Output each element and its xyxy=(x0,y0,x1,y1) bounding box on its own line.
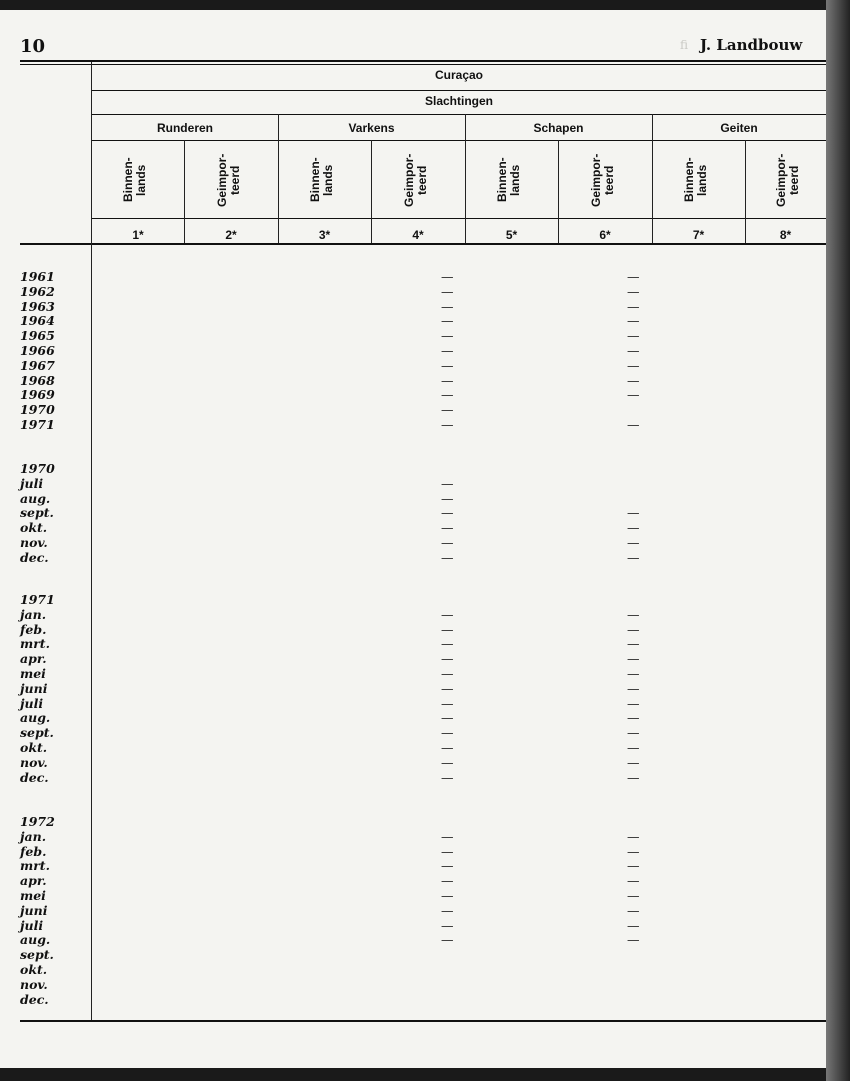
cell-schapen-geimporteerd: — xyxy=(627,636,640,652)
cell-schapen-geimporteerd: — xyxy=(627,887,640,903)
cell-varkens-geimporteerd: — xyxy=(441,902,454,918)
row-label: juli xyxy=(20,917,44,933)
cell-schapen-geimporteerd: — xyxy=(627,342,640,358)
row-label: feb. xyxy=(20,621,47,637)
cell-varkens-geimporteerd: — xyxy=(441,313,454,329)
cell-varkens-geimporteerd: — xyxy=(441,283,454,299)
subheader-8: Geimpor-teerd xyxy=(774,153,801,207)
row-label: apr. xyxy=(20,873,47,889)
page-number: 10 xyxy=(20,36,46,57)
cell-schapen-geimporteerd: — xyxy=(627,621,640,637)
cell-schapen-geimporteerd: — xyxy=(627,710,640,726)
cell-varkens-geimporteerd: — xyxy=(441,858,454,874)
column-number-1: 1* xyxy=(132,228,144,242)
cell-varkens-geimporteerd: — xyxy=(441,372,454,388)
rule-below-header xyxy=(20,243,826,245)
row-label: sept. xyxy=(20,505,54,521)
row-label: 1966 xyxy=(20,342,55,358)
column-number-8: 8* xyxy=(779,228,792,242)
cell-schapen-geimporteerd: — xyxy=(627,372,640,388)
row-label: mrt. xyxy=(20,858,50,874)
cell-schapen-geimporteerd: — xyxy=(627,695,640,711)
group-schapen: Schapen xyxy=(533,121,584,135)
cell-schapen-geimporteerd: — xyxy=(627,269,640,284)
cell-varkens-geimporteerd: — xyxy=(441,342,454,358)
cell-schapen-geimporteerd: — xyxy=(627,902,640,918)
column-number-4: 4* xyxy=(412,228,424,242)
subheader-1: Binnen-lands xyxy=(121,157,148,203)
cell-schapen-geimporteerd: — xyxy=(627,665,640,681)
row-label: jan. xyxy=(20,606,47,622)
cell-varkens-geimporteerd: — xyxy=(441,739,454,755)
row-label: mrt. xyxy=(20,636,50,652)
row-label: aug. xyxy=(20,932,51,948)
cell-schapen-geimporteerd: — xyxy=(627,754,640,770)
row-label: juni xyxy=(20,680,48,696)
group-geiten: Geiten xyxy=(720,121,758,135)
subheader-4: Geimpor-teerd xyxy=(402,153,429,207)
row-label: mei xyxy=(20,665,46,681)
cell-varkens-geimporteerd: — xyxy=(441,387,454,403)
cell-schapen-geimporteerd: — xyxy=(627,873,640,889)
row-label: feb. xyxy=(20,843,47,859)
cell-schapen-geimporteerd: — xyxy=(627,505,640,521)
running-head: J. Landbouw xyxy=(700,36,803,54)
row-label: 1963 xyxy=(20,298,55,314)
subheader-2: Geimpor-teerd xyxy=(215,153,242,207)
block-title: 1972 xyxy=(20,814,55,829)
subheader-6: Geimpor-teerd xyxy=(589,153,616,207)
row-label: juli xyxy=(20,475,44,491)
cell-varkens-geimporteerd: — xyxy=(441,636,454,652)
cell-schapen-geimporteerd: — xyxy=(627,725,640,741)
column-number-6: 6* xyxy=(599,228,611,242)
cell-varkens-geimporteerd: — xyxy=(441,710,454,726)
row-label: juli xyxy=(20,695,44,711)
row-label: sept. xyxy=(20,725,54,741)
cell-schapen-geimporteerd: — xyxy=(627,520,640,536)
cell-schapen-geimporteerd: — xyxy=(627,651,640,667)
cell-varkens-geimporteerd: — xyxy=(441,606,454,622)
column-number-7: 7* xyxy=(692,228,705,242)
cell-varkens-geimporteerd: — xyxy=(441,680,454,696)
cell-varkens-geimporteerd: — xyxy=(441,357,454,373)
cell-varkens-geimporteerd: — xyxy=(441,298,454,314)
rule-under-region xyxy=(92,90,826,91)
cell-schapen-geimporteerd: — xyxy=(627,387,640,403)
cell-schapen-geimporteerd: — xyxy=(627,328,640,344)
top-rule xyxy=(20,60,826,62)
label-column-rule xyxy=(91,62,92,1020)
region-heading: Curaçao xyxy=(434,68,484,82)
top-rule-thin xyxy=(20,64,826,65)
row-label: aug. xyxy=(20,490,51,506)
row-label: 1971 xyxy=(20,416,55,432)
cell-varkens-geimporteerd: — xyxy=(441,505,454,521)
cell-schapen-geimporteerd: — xyxy=(627,357,640,373)
cell-schapen-geimporteerd: — xyxy=(627,843,640,859)
subheader-3: Binnen-lands xyxy=(308,157,335,203)
cell-varkens-geimporteerd: — xyxy=(441,843,454,859)
cell-schapen-geimporteerd: — xyxy=(627,680,640,696)
cell-schapen-geimporteerd: — xyxy=(627,313,640,329)
row-label: dec. xyxy=(20,991,49,1007)
cell-varkens-geimporteerd: — xyxy=(441,475,454,491)
row-label: juni xyxy=(20,902,48,918)
row-label: nov. xyxy=(20,534,48,550)
cell-varkens-geimporteerd: — xyxy=(441,932,454,948)
cell-varkens-geimporteerd: — xyxy=(441,651,454,667)
row-label: mei xyxy=(20,887,46,903)
row-label: 1969 xyxy=(20,387,55,403)
row-label: 1965 xyxy=(20,328,55,344)
cell-varkens-geimporteerd: — xyxy=(441,828,454,844)
cell-schapen-geimporteerd: — xyxy=(627,769,640,785)
row-label: 1964 xyxy=(20,313,55,329)
cell-varkens-geimporteerd: — xyxy=(441,665,454,681)
row-label: nov. xyxy=(20,754,48,770)
cell-schapen-geimporteerd: — xyxy=(627,932,640,948)
group-varkens: Varkens xyxy=(348,121,395,135)
bottom-rule xyxy=(20,1020,826,1022)
cell-schapen-geimporteerd: — xyxy=(627,858,640,874)
cell-schapen-geimporteerd: — xyxy=(627,828,640,844)
row-label: okt. xyxy=(20,961,48,977)
cell-varkens-geimporteerd: — xyxy=(441,873,454,889)
book-spine-shadow xyxy=(826,0,850,1081)
row-label: 1961 xyxy=(20,269,55,284)
cell-schapen-geimporteerd: — xyxy=(627,917,640,933)
cell-schapen-geimporteerd: — xyxy=(627,283,640,299)
cell-varkens-geimporteerd: — xyxy=(441,534,454,550)
rule-under-subtitle xyxy=(92,114,826,115)
rule-above-colnums xyxy=(92,218,826,219)
cell-varkens-geimporteerd: — xyxy=(441,725,454,741)
column-number-2: 2* xyxy=(225,228,237,242)
cell-varkens-geimporteerd: — xyxy=(441,520,454,536)
cell-schapen-geimporteerd: — xyxy=(627,298,640,314)
subheader-7: Binnen-lands xyxy=(682,157,709,203)
row-label: jan. xyxy=(20,828,47,844)
cell-schapen-geimporteerd: — xyxy=(627,739,640,755)
cell-varkens-geimporteerd: — xyxy=(441,769,454,785)
cell-varkens-geimporteerd: — xyxy=(441,887,454,903)
cell-schapen-geimporteerd: — xyxy=(627,416,640,432)
column-number-3: 3* xyxy=(318,228,331,242)
row-label: aug. xyxy=(20,710,51,726)
cell-varkens-geimporteerd: — xyxy=(441,695,454,711)
cell-varkens-geimporteerd: — xyxy=(441,621,454,637)
row-label: 1967 xyxy=(20,357,55,373)
cell-varkens-geimporteerd: — xyxy=(441,269,454,284)
cell-varkens-geimporteerd: — xyxy=(441,490,454,506)
cell-varkens-geimporteerd: — xyxy=(441,328,454,344)
cell-schapen-geimporteerd: — xyxy=(627,549,640,565)
row-label: 1970 xyxy=(20,402,55,418)
cell-varkens-geimporteerd: — xyxy=(441,416,454,432)
row-label: apr. xyxy=(20,651,47,667)
row-label: dec. xyxy=(20,769,49,785)
row-label: nov. xyxy=(20,976,48,992)
table-subtitle: Slachtingen xyxy=(424,94,493,108)
subheader-5: Binnen-lands xyxy=(495,157,522,203)
row-label: okt. xyxy=(20,520,48,536)
block-title: 1971 xyxy=(20,592,55,607)
cell-varkens-geimporteerd: — xyxy=(441,402,454,418)
row-label: 1968 xyxy=(20,372,55,388)
column-number-5: 5* xyxy=(505,228,518,242)
row-label: sept. xyxy=(20,947,54,963)
rule-under-groups xyxy=(92,140,826,141)
cell-varkens-geimporteerd: — xyxy=(441,917,454,933)
cell-varkens-geimporteerd: — xyxy=(441,549,454,565)
cell-schapen-geimporteerd: — xyxy=(627,534,640,550)
block-title: 1970 xyxy=(20,461,55,476)
show-through: ﬁ‍ xyxy=(680,38,689,52)
group-runderen: Runderen xyxy=(156,121,213,135)
row-label: 1962 xyxy=(20,283,55,299)
cell-schapen-geimporteerd: — xyxy=(627,606,640,622)
row-label: dec. xyxy=(20,549,49,565)
cell-varkens-geimporteerd: — xyxy=(441,754,454,770)
row-label: okt. xyxy=(20,739,48,755)
